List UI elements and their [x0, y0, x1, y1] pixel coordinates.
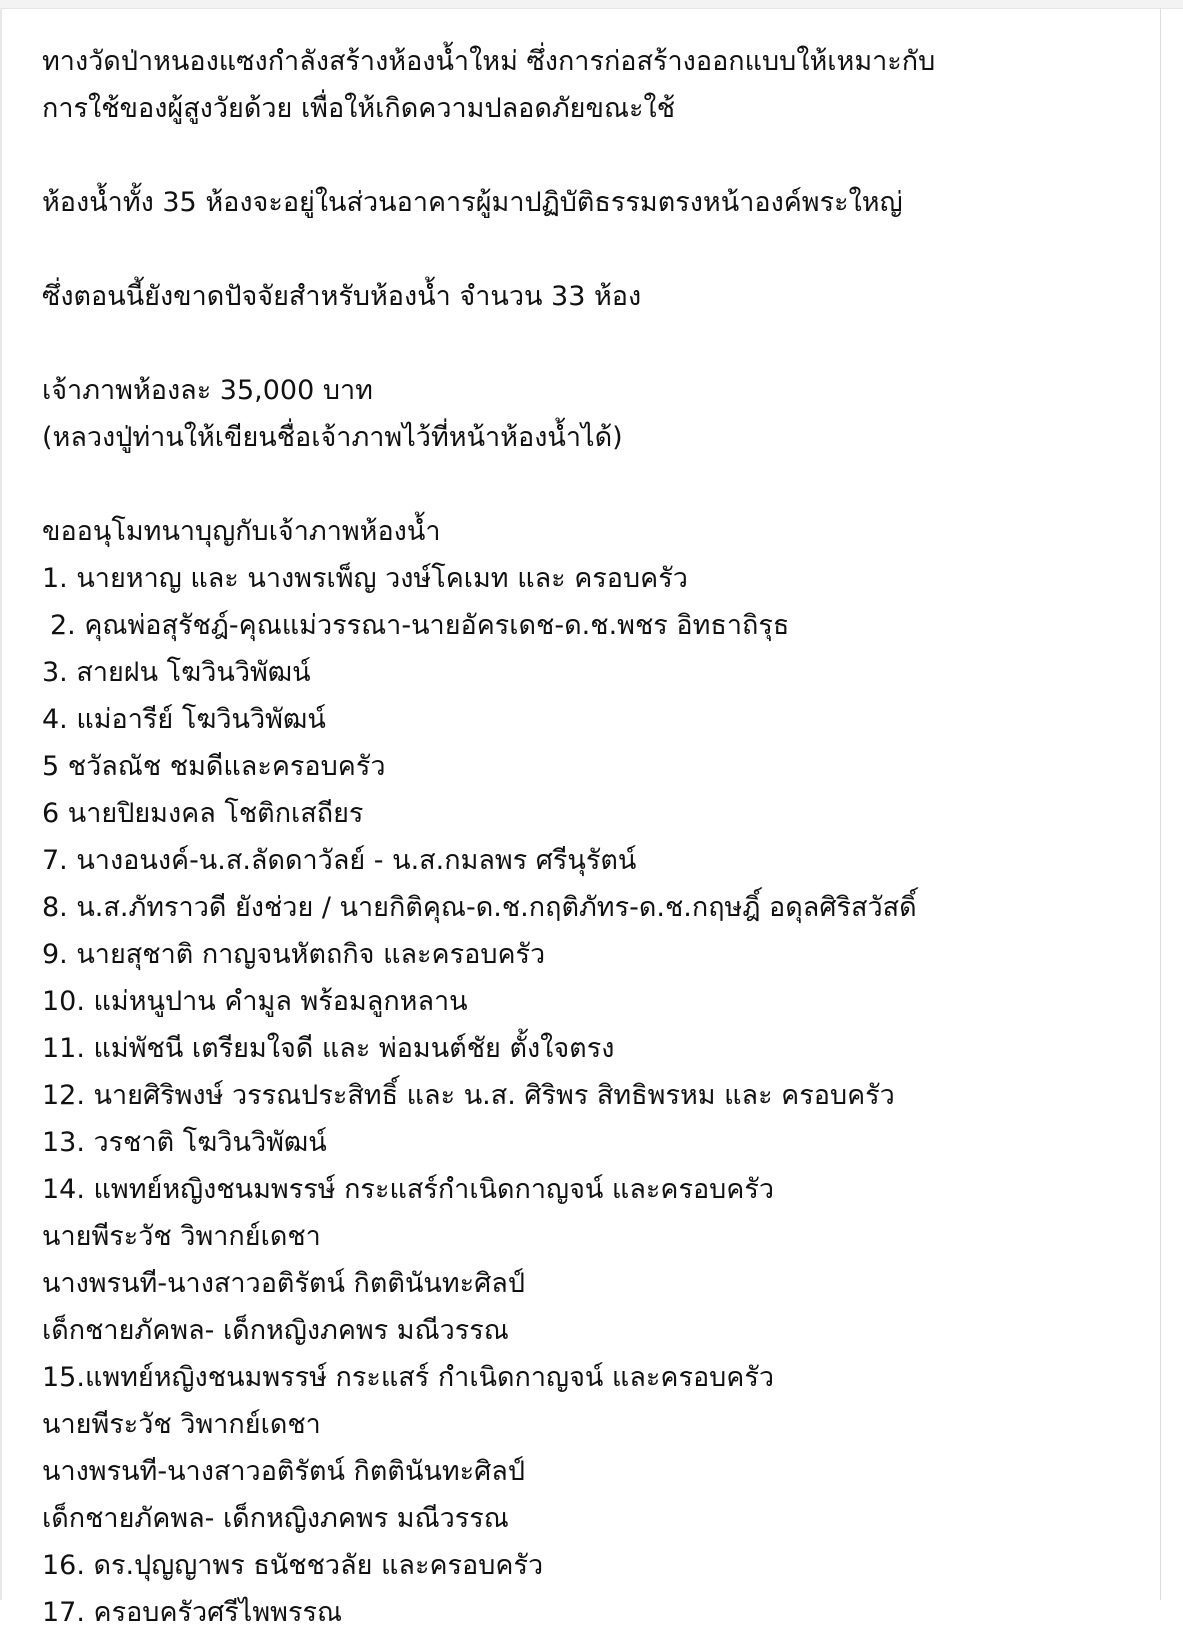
- shortfall-paragraph: [42, 273, 1152, 320]
- donor-item: 1. นายหาญ และ นางพรเพ็ญ วงษ์โคเมท และ ครอบครัว: [42, 563, 688, 594]
- rooms-paragraph: [42, 179, 1152, 226]
- donor-item: นางพรนที-นางสาวอติรัตน์ กิตตินันทะศิลป์: [42, 1268, 525, 1299]
- donor-item: 5 ชวัลณัช ชมดีและครอบครัว: [42, 751, 386, 782]
- donor-item: 4. แม่อารีย์ โฆวินวิพัฒน์: [42, 704, 326, 735]
- donor-item: นายพีระวัช วิพากย์เดชา: [42, 1409, 321, 1440]
- paragraph-gap: [42, 226, 1152, 273]
- rooms-line: ห้องน้ำทั้ง 35 ห้องจะอยู่ในส่วนอาคารผู้มาปฏิบัติธรรมตรงหน้าองค์พระใหญ่: [42, 187, 903, 218]
- intro-line: การใช้ของผู้สูงวัยด้วย เพื่อให้เกิดความปลอดภัยขณะใช้: [42, 93, 676, 124]
- donor-item: 6 นายปิยมงคล โชติกเสถียร: [42, 798, 364, 829]
- donor-item: 11. แม่พัชนี เตรียมใจดี และ พ่อมนต์ชัย ตั้งใจตรง: [42, 1033, 615, 1064]
- intro-line: ทางวัดป่าหนองแซงกำลังสร้างห้องน้ำใหม่ ซึ่งการก่อสร้างออกแบบให้เหมาะกับ: [42, 46, 936, 77]
- donor-item: 17. ครอบครัวศรีไพพรรณ: [42, 1597, 343, 1628]
- paragraph-gap: [42, 461, 1152, 508]
- donor-item: นายพีระวัช วิพากย์เดชา: [42, 1221, 321, 1252]
- donor-item: 9. นายสุชาติ กาญจนหัตถกิจ และครอบครัว: [42, 939, 546, 970]
- top-status-strip: [0, 0, 1183, 8]
- donor-item: 8. น.ส.ภัทราวดี ยังช่วย / นายกิติคุณ-ด.ช.กฤติภัทร-ด.ช.กฤษฎิ์ อดุลศิริสวัสดิ์: [42, 892, 917, 923]
- donor-item: 2. คุณพ่อสุรัชฎ์-คุณแม่วรรณา-นายอัครเดช-ด.ช.พชร อิทธาถิรุธ: [50, 610, 790, 641]
- price-line: เจ้าภาพห้องละ 35,000 บาท: [42, 375, 373, 406]
- donor-item: นางพรนที-นางสาวอติรัตน์ กิตตินันทะศิลป์: [42, 1456, 525, 1487]
- donor-item: เด็กชายภัคพล- เด็กหญิงภคพร มณีวรรณ: [42, 1503, 509, 1534]
- donor-item: เด็กชายภัคพล- เด็กหญิงภคพร มณีวรรณ: [42, 1315, 509, 1346]
- right-edge: [1160, 8, 1161, 1600]
- paragraph-gap: [42, 132, 1152, 179]
- donor-item: 7. นางอนงค์-น.ส.ลัดดาวัลย์ - น.ส.กมลพร ศรีนุรัตน์: [42, 845, 637, 876]
- paragraph-gap: [42, 320, 1152, 367]
- donor-item: 14. แพทย์หญิงชนมพรรษ์ กระแสร์กำเนิดกาญจน์ และครอบครัว: [42, 1174, 775, 1205]
- intro-paragraph: [42, 38, 1152, 132]
- donor-item: 12. นายศิริพงษ์ วรรณประสิทธิ์ และ น.ส. ศิริพร สิทธิพรหม และ ครอบครัว: [42, 1080, 895, 1111]
- price-paragraph: [42, 367, 1152, 461]
- donor-section: [42, 508, 1152, 1636]
- donor-item: 10. แม่หนูปาน คำมูล พร้อมลูกหลาน: [42, 986, 468, 1017]
- donor-item: 3. สายฝน โฆวินวิพัฒน์: [42, 657, 311, 688]
- donor-item: 16. ดร.ปุญญาพร ธนัชชวลัย และครอบครัว: [42, 1550, 544, 1581]
- post-body: [42, 38, 1152, 1636]
- donor-item: 15.แพทย์หญิงชนมพรรษ์ กระแสร์ กำเนิดกาญจน์ และครอบครัว: [42, 1362, 775, 1393]
- price-note: (หลวงปู่ท่านให้เขียนชื่อเจ้าภาพไว้ที่หน้าห้องน้ำได้): [42, 422, 623, 453]
- left-edge: [0, 8, 2, 1600]
- donor-item: 13. วรชาติ โฆวินวิพัฒน์: [42, 1127, 327, 1158]
- top-divider: [0, 8, 1183, 9]
- shortfall-line: ซึ่งตอนนี้ยังขาดปัจจัยสำหรับห้องน้ำ จำนวน 33 ห้อง: [42, 281, 642, 312]
- thanks-heading: ขออนุโมทนาบุญกับเจ้าภาพห้องน้ำ: [42, 516, 441, 547]
